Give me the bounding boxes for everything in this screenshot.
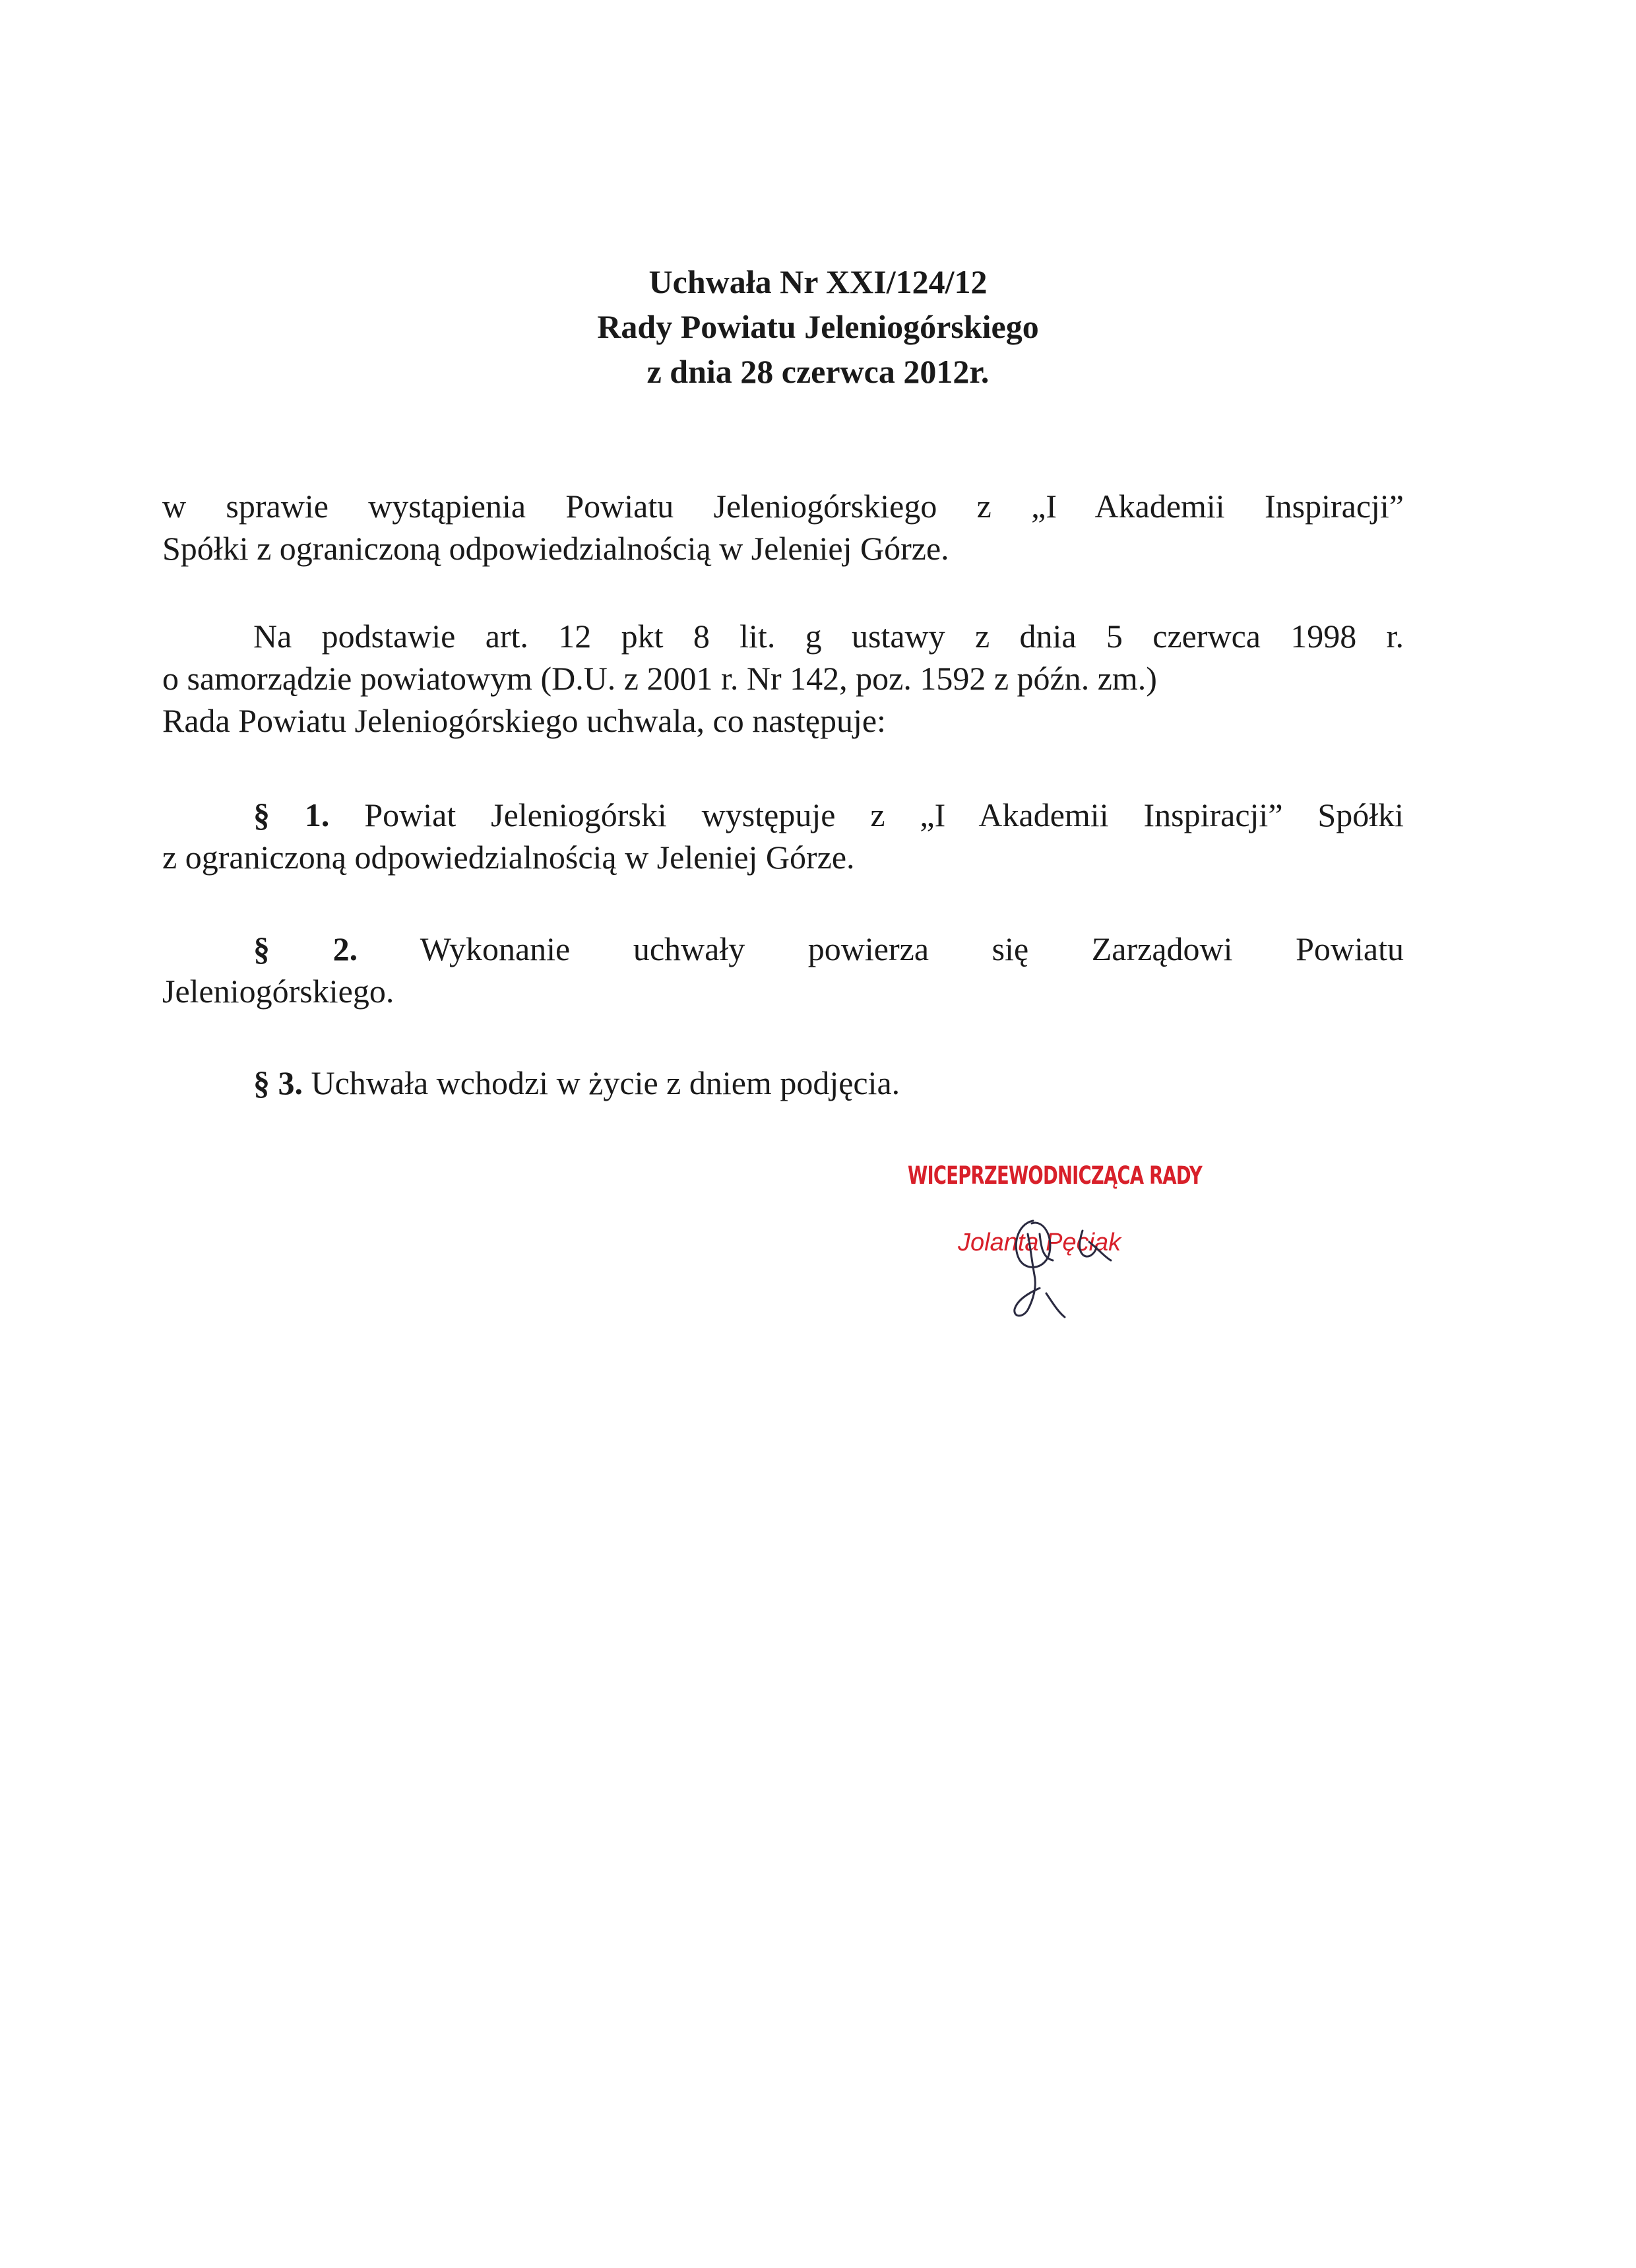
resolution-subject (162, 485, 1404, 569)
resolution-header (0, 259, 1636, 394)
section-2 (162, 928, 1404, 1012)
section-3-line-1 (162, 1062, 1404, 1104)
legal-basis-line-3: Rada Powiatu Jeleniogórskiego uchwala, co następuje: (162, 702, 886, 739)
section-1 (162, 794, 1404, 878)
section-1-line-1 (162, 794, 1404, 836)
section-3-text: Uchwała wchodzi w życie z dniem podjęcia. (311, 1064, 900, 1101)
section-1-number: § 1. (253, 796, 330, 833)
section-1-line-2: z ograniczoną odpowiedzialnością w Jeleniej Górze. (162, 839, 855, 876)
legal-basis-line-2: o samorządzie powiatowym (D.U. z 2001 r. Nr 142, poz. 1592 z późn. zm.) (162, 660, 1157, 697)
handwritten-signature (954, 1194, 1152, 1320)
section-2-text: Wykonanie uchwały powierza się Zarządowi Powiatu (420, 930, 1404, 967)
resolution-number: Uchwała Nr XXI/124/12 (648, 263, 988, 300)
resolution-council: Rady Powiatu Jeleniogórskiego (597, 308, 1039, 345)
section-1-text: Powiat Jeleniogórski występuje z „I Akademii Inspiracji” Spółki (364, 796, 1404, 833)
section-2-line-2: Jeleniogórskiego. (162, 973, 394, 1010)
resolution-date: z dnia 28 czerwca 2012r. (646, 353, 990, 390)
stamp-name: Jolanta Pęciak (958, 1229, 1121, 1256)
section-2-number: § 2. (253, 930, 358, 967)
section-3-number: § 3. (253, 1064, 303, 1101)
legal-basis-line-1: Na podstawie art. 12 pkt 8 lit. g ustawy z dnia 5 czerwca 1998 r. (253, 618, 1404, 655)
subject-line-1: w sprawie wystąpienia Powiatu Jeleniogórskiego z „I Akademii Inspiracji” (162, 488, 1404, 525)
stamp-title: WICEPRZEWODNICZĄCA RADY (908, 1161, 1202, 1190)
official-stamp (908, 1161, 1202, 1326)
legal-basis (162, 615, 1404, 742)
subject-line-2: Spółki z ograniczoną odpowiedzialnością w Jeleniej Górze. (162, 530, 949, 567)
section-2-line-1 (162, 928, 1404, 970)
section-3 (162, 1062, 1404, 1104)
